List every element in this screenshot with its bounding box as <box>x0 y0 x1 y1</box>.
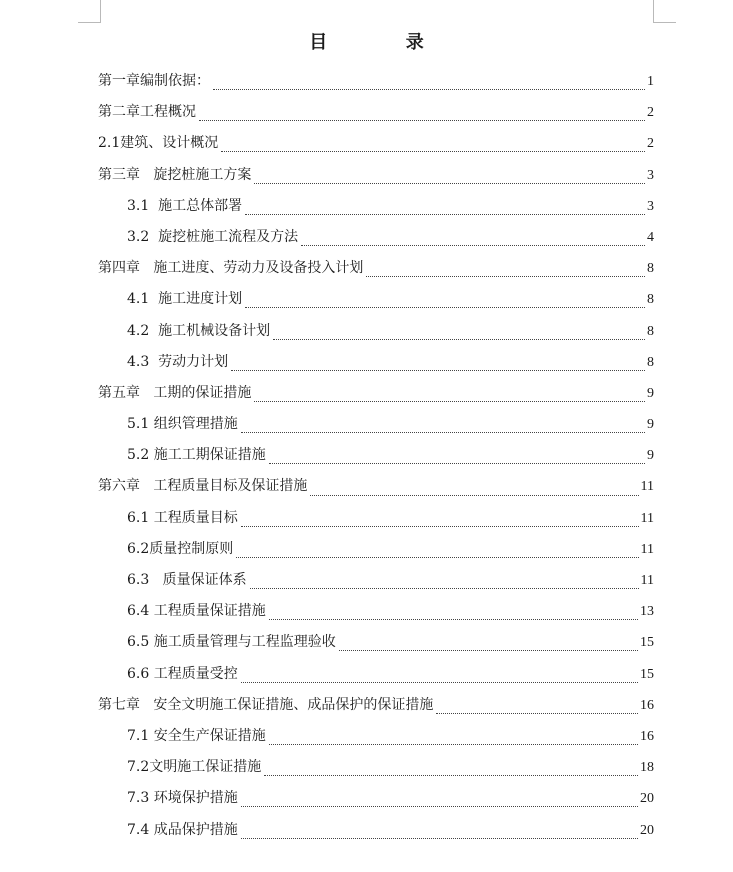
toc-title: 目 录 <box>309 32 446 53</box>
toc-dot-leader <box>339 640 638 651</box>
toc-dot-leader <box>254 391 645 402</box>
toc-dot-leader <box>241 516 639 527</box>
toc-entry-25[interactable] <box>98 815 654 846</box>
toc-entry-6[interactable] <box>98 222 654 253</box>
toc-entry-page-number: 8 <box>647 354 654 370</box>
toc-entry-label: 7.4 成品保护措施 <box>127 821 238 838</box>
toc-entry-page-number: 16 <box>640 728 654 744</box>
toc-dot-leader <box>231 360 645 371</box>
toc-entry-page-number: 11 <box>640 479 654 495</box>
toc-entry-label: 7.3 环境保护措施 <box>127 790 238 807</box>
toc-list <box>98 66 654 846</box>
toc-entry-page-number: 4 <box>647 229 654 245</box>
toc-dot-leader <box>241 422 645 433</box>
toc-entry-page-number: 11 <box>640 541 654 557</box>
toc-entry-16[interactable] <box>98 534 654 565</box>
toc-entry-19[interactable] <box>98 627 654 658</box>
toc-entry-page-number: 18 <box>640 760 654 776</box>
toc-entry-14[interactable] <box>98 471 654 502</box>
toc-entry-label: 2.1建筑、设计概况 <box>98 135 219 152</box>
toc-entry-page-number: 9 <box>647 385 654 401</box>
toc-entry-page-number: 11 <box>640 510 654 526</box>
toc-dot-leader <box>436 703 638 714</box>
toc-entry-label: 第七章 安全文明施工保证措施、成品保护的保证措施 <box>98 696 434 713</box>
toc-entry-label: 6.4 工程质量保证措施 <box>127 603 266 620</box>
toc-entry-page-number: 8 <box>647 323 654 339</box>
toc-entry-20[interactable] <box>98 659 654 690</box>
toc-dot-leader <box>269 734 638 745</box>
toc-dot-leader <box>241 828 638 839</box>
toc-dot-leader <box>236 547 638 558</box>
toc-entry-page-number: 13 <box>640 604 654 620</box>
toc-entry-label: 6.1 工程质量目标 <box>127 509 238 526</box>
toc-dot-leader <box>273 329 645 340</box>
toc-entry-3[interactable] <box>98 128 654 159</box>
toc-entry-7[interactable] <box>98 253 654 284</box>
toc-entry-page-number: 2 <box>647 105 654 121</box>
toc-entry-label: 4.1 施工进度计划 <box>127 291 243 308</box>
toc-entry-label: 第四章 施工进度、劳动力及设备投入计划 <box>98 260 364 277</box>
toc-dot-leader <box>199 110 645 121</box>
toc-entry-label: 3.1 施工总体部署 <box>127 197 243 214</box>
toc-dot-leader <box>254 173 645 184</box>
toc-entry-13[interactable] <box>98 440 654 471</box>
toc-dot-leader <box>213 79 645 90</box>
toc-dot-leader <box>241 796 638 807</box>
toc-entry-page-number: 11 <box>640 573 654 588</box>
toc-entry-label: 第三章 旋挖桩施工方案 <box>98 166 252 183</box>
toc-entry-label: 4.3 劳动力计划 <box>127 353 229 370</box>
toc-entry-page-number: 3 <box>647 167 654 183</box>
toc-entry-9[interactable] <box>98 316 654 347</box>
toc-entry-2[interactable] <box>98 97 654 128</box>
toc-dot-leader <box>310 485 638 496</box>
toc-entry-page-number: 15 <box>640 635 654 651</box>
toc-entry-18[interactable] <box>98 596 654 627</box>
toc-entry-8[interactable] <box>98 284 654 315</box>
toc-dot-leader <box>250 578 639 589</box>
toc-entry-page-number: 3 <box>647 198 654 214</box>
toc-entry-label: 第五章 工期的保证措施 <box>98 384 252 401</box>
toc-entry-10[interactable] <box>98 347 654 378</box>
toc-entry-22[interactable] <box>98 721 654 752</box>
toc-entry-page-number: 8 <box>647 261 654 277</box>
toc-entry-label: 4.2 施工机械设备计划 <box>127 322 271 339</box>
toc-dot-leader <box>264 765 638 776</box>
toc-entry-17[interactable] <box>98 565 654 596</box>
toc-entry-page-number: 15 <box>640 666 654 682</box>
toc-entry-label: 7.2文明施工保证措施 <box>127 759 262 776</box>
toc-dot-leader <box>241 672 638 683</box>
toc-entry-page-number: 2 <box>647 136 654 152</box>
toc-entry-label: 6.2质量控制原则 <box>127 540 234 557</box>
toc-entry-label: 第六章 工程质量目标及保证措施 <box>98 478 308 495</box>
toc-entry-label: 5.1 组织管理措施 <box>127 416 238 433</box>
toc-dot-leader <box>269 609 638 620</box>
crop-mark-top-left <box>78 0 101 23</box>
toc-entry-label: 6.3 质量保证体系 <box>127 572 247 588</box>
toc-dot-leader <box>269 453 645 464</box>
toc-dot-leader <box>245 204 645 215</box>
toc-entry-23[interactable] <box>98 752 654 783</box>
toc-entry-page-number: 8 <box>647 292 654 308</box>
toc-entry-page-number: 9 <box>647 417 654 433</box>
toc-entry-label: 3.2 旋挖桩施工流程及方法 <box>127 228 299 245</box>
toc-dot-leader <box>301 235 645 246</box>
toc-entry-5[interactable] <box>98 191 654 222</box>
toc-entry-label: 第一章编制依据： <box>98 73 210 89</box>
toc-entry-page-number: 16 <box>640 697 654 713</box>
toc-entry-4[interactable] <box>98 160 654 191</box>
toc-entry-15[interactable] <box>98 503 654 534</box>
toc-entry-1[interactable] <box>98 66 654 97</box>
toc-dot-leader <box>366 266 645 277</box>
toc-entry-24[interactable] <box>98 783 654 814</box>
crop-mark-top-right <box>653 0 676 23</box>
toc-entry-page-number: 1 <box>647 74 654 89</box>
toc-entry-label: 7.1 安全生产保证措施 <box>127 727 266 744</box>
toc-dot-leader <box>245 297 645 308</box>
toc-entry-page-number: 20 <box>640 822 654 838</box>
toc-entry-12[interactable] <box>98 409 654 440</box>
toc-entry-label: 6.5 施工质量管理与工程监理验收 <box>127 634 336 651</box>
toc-entry-21[interactable] <box>98 690 654 721</box>
toc-dot-leader <box>221 141 645 152</box>
toc-entry-page-number: 20 <box>640 791 654 807</box>
toc-entry-label: 第二章工程概况 <box>98 104 196 121</box>
toc-entry-label: 5.2 施工工期保证措施 <box>127 447 266 464</box>
toc-entry-page-number: 9 <box>647 448 654 464</box>
toc-entry-label: 6.6 工程质量受控 <box>127 665 238 682</box>
toc-entry-11[interactable] <box>98 378 654 409</box>
